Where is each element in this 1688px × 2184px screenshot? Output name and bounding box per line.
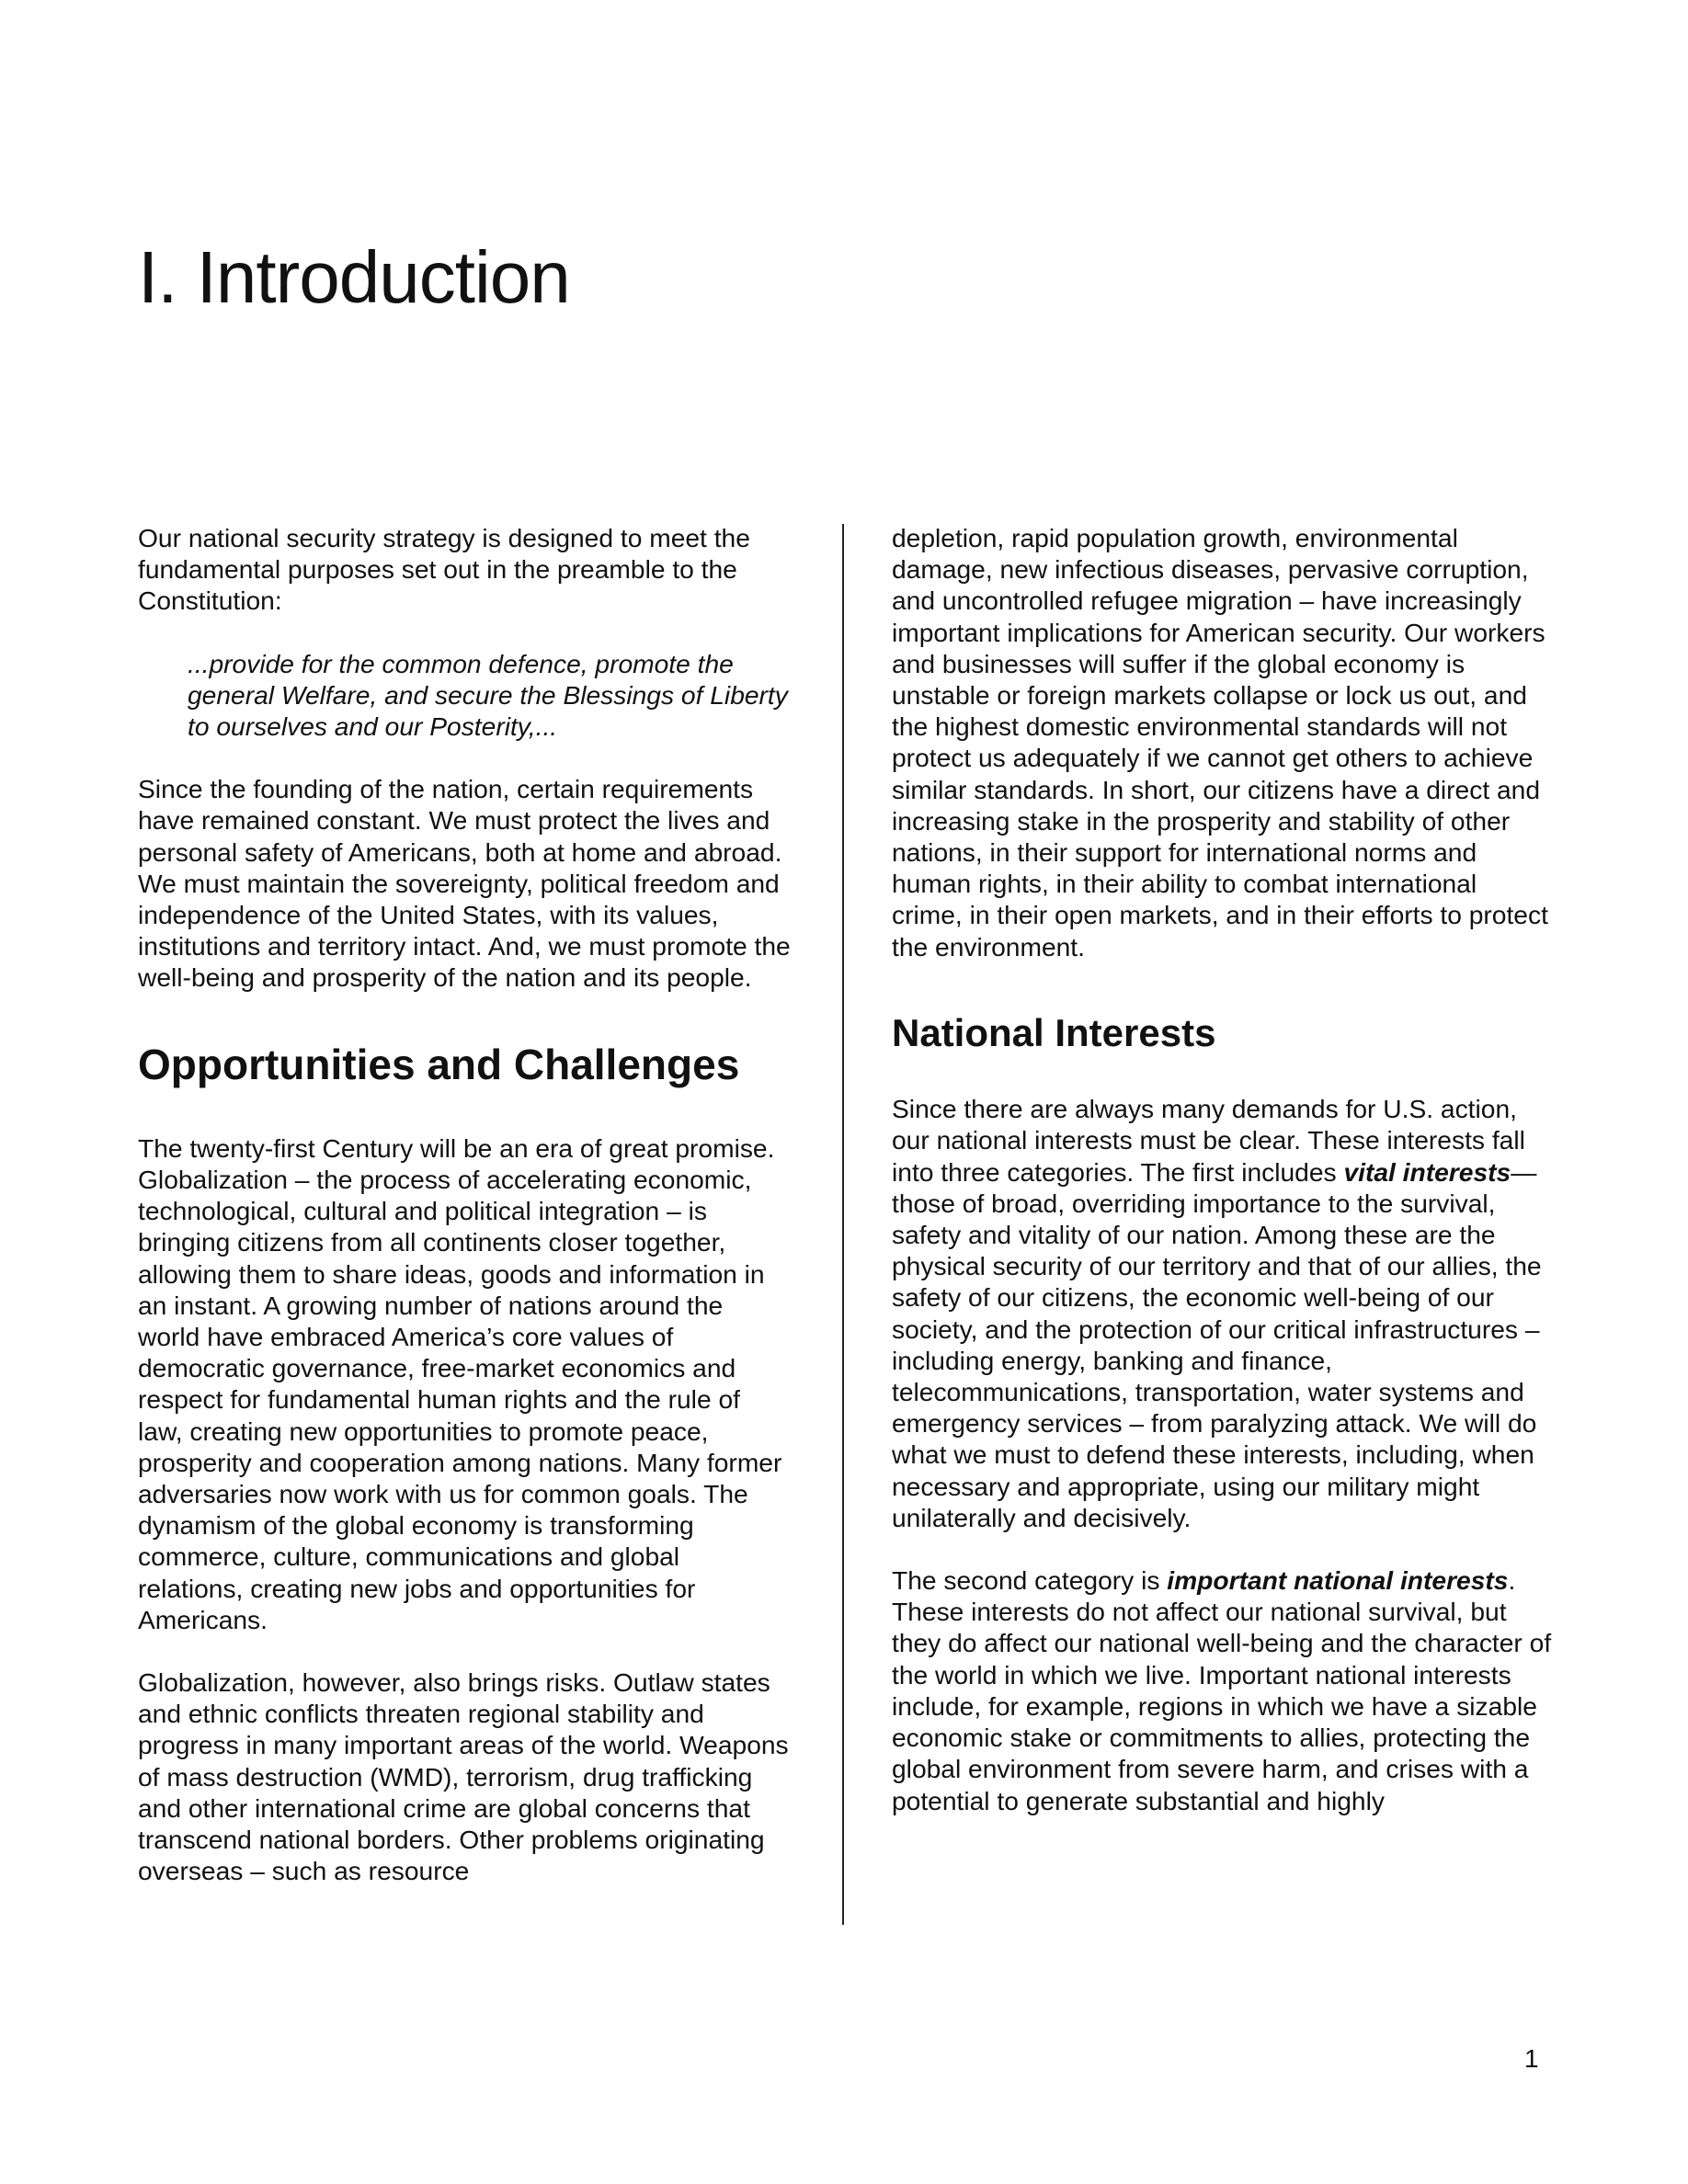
important-interests-body: . These interests do not affect our national survival, but they do affect our national well-being and the character of the world in which we live. Important national interests include, for example, regions in which we have a sizable economic stake or commitments to allies, protecting the global environment from severe harm, and crises with a potential to generate substantial and highly: [892, 1565, 1552, 1815]
important-interests-term: important national interests: [1167, 1565, 1509, 1596]
section-heading-national-interests: National Interests: [892, 1010, 1216, 1054]
important-interests-paragraph: [892, 1564, 1554, 1816]
globalization-paragraph: The twenty-first Century will be an era of great promise. Globalization – the process of accelerating economic, technological, cultural and political integration – is bringing citizens from all continents closer together, allowing them to share ideas, goods and information in an instant. A growing number of nations around the world have embraced America’s core values of democratic governance, free-market economics and respect for fundamental human rights and the rule of law, creating new opportunities to promote peace, prosperity and cooperation among nations. Many former adversaries now work with us for common goals. The dynamism of the global economy is transforming commerce, culture, communications and global relations, creating new jobs and opportunities for Americans.: [138, 1132, 782, 1634]
founding-paragraph: Since the founding of the nation, certain requirements have remained constant. We must protect the lives and personal safety of Americans, both at home and abroad. We must maintain the sovereignty, political freedom and independence of the United States, with its values, institutions and territory intact. And, we must promote the well-being and prosperity of the nation and its people.: [138, 774, 791, 993]
intro-paragraph: Our national security strategy is designed to meet the fundamental purposes set out in the preamble to the Constitution:: [138, 523, 750, 616]
column-divider: [842, 524, 844, 1925]
vital-interests-intro: Since there are always many demands for U.S. action, our national interests must be clear. These interests fall into three categories. The first includes: [892, 1094, 1525, 1187]
vital-interests-term: vital interests: [1343, 1156, 1511, 1187]
vital-interests-body: —those of broad, overriding importance to the survival, safety and vitality of our nation. Among these are the physical security of our territory and that of our allies, the safety of our citizens, the economic well-being of our society, and the protection of our critical infrastructures – including energy, banking and finance, telecommunications, transportation, water systems and emergency services – from paralyzing attack. We will do what we must to defend these interests, including, when necessary and appropriate, using our military might unilaterally and decisively.: [892, 1156, 1542, 1532]
page-number: 1: [1524, 2044, 1539, 2073]
section-heading-opportunities: Opportunities and Challenges: [138, 1040, 740, 1088]
left-column: [138, 522, 791, 1887]
risks-paragraph: Globalization, however, also brings risks. Outlaw states and ethnic conflicts threaten regional stability and progress in many important areas of the world. Weapons of mass destruction (WMD), terrorism, drug trafficking and other international crime are global concerns that transcend national borders. Other problems originating overseas – such as resource: [138, 1667, 789, 1886]
chapter-title: I. Introduction: [138, 236, 570, 318]
right-column: [892, 522, 1554, 1816]
vital-interests-paragraph: [892, 1093, 1554, 1533]
preamble-quote: ...provide for the common defence, promote the general Welfare, and secure the Blessings of Liberty to ourselves and our Posterity,...: [188, 648, 788, 742]
important-interests-intro: The second category is: [892, 1565, 1168, 1596]
continued-paragraph: depletion, rapid population growth, environmental damage, new infectious diseases, pervasive corruption, and uncontrolled refugee migration – have increasingly important implications for American security. Our workers and businesses will suffer if the global economy is unstable or foreign markets collapse or lock us out, and the highest domestic environmental standards will not protect us adequately if we cannot get others to achieve similar standards. In short, our citizens have a direct and increasing stake in the prosperity and stability of other nations, in their support for international norms and human rights, in their ability to combat international crime, in their open markets, and in their efforts to protect the environment.: [892, 523, 1548, 961]
